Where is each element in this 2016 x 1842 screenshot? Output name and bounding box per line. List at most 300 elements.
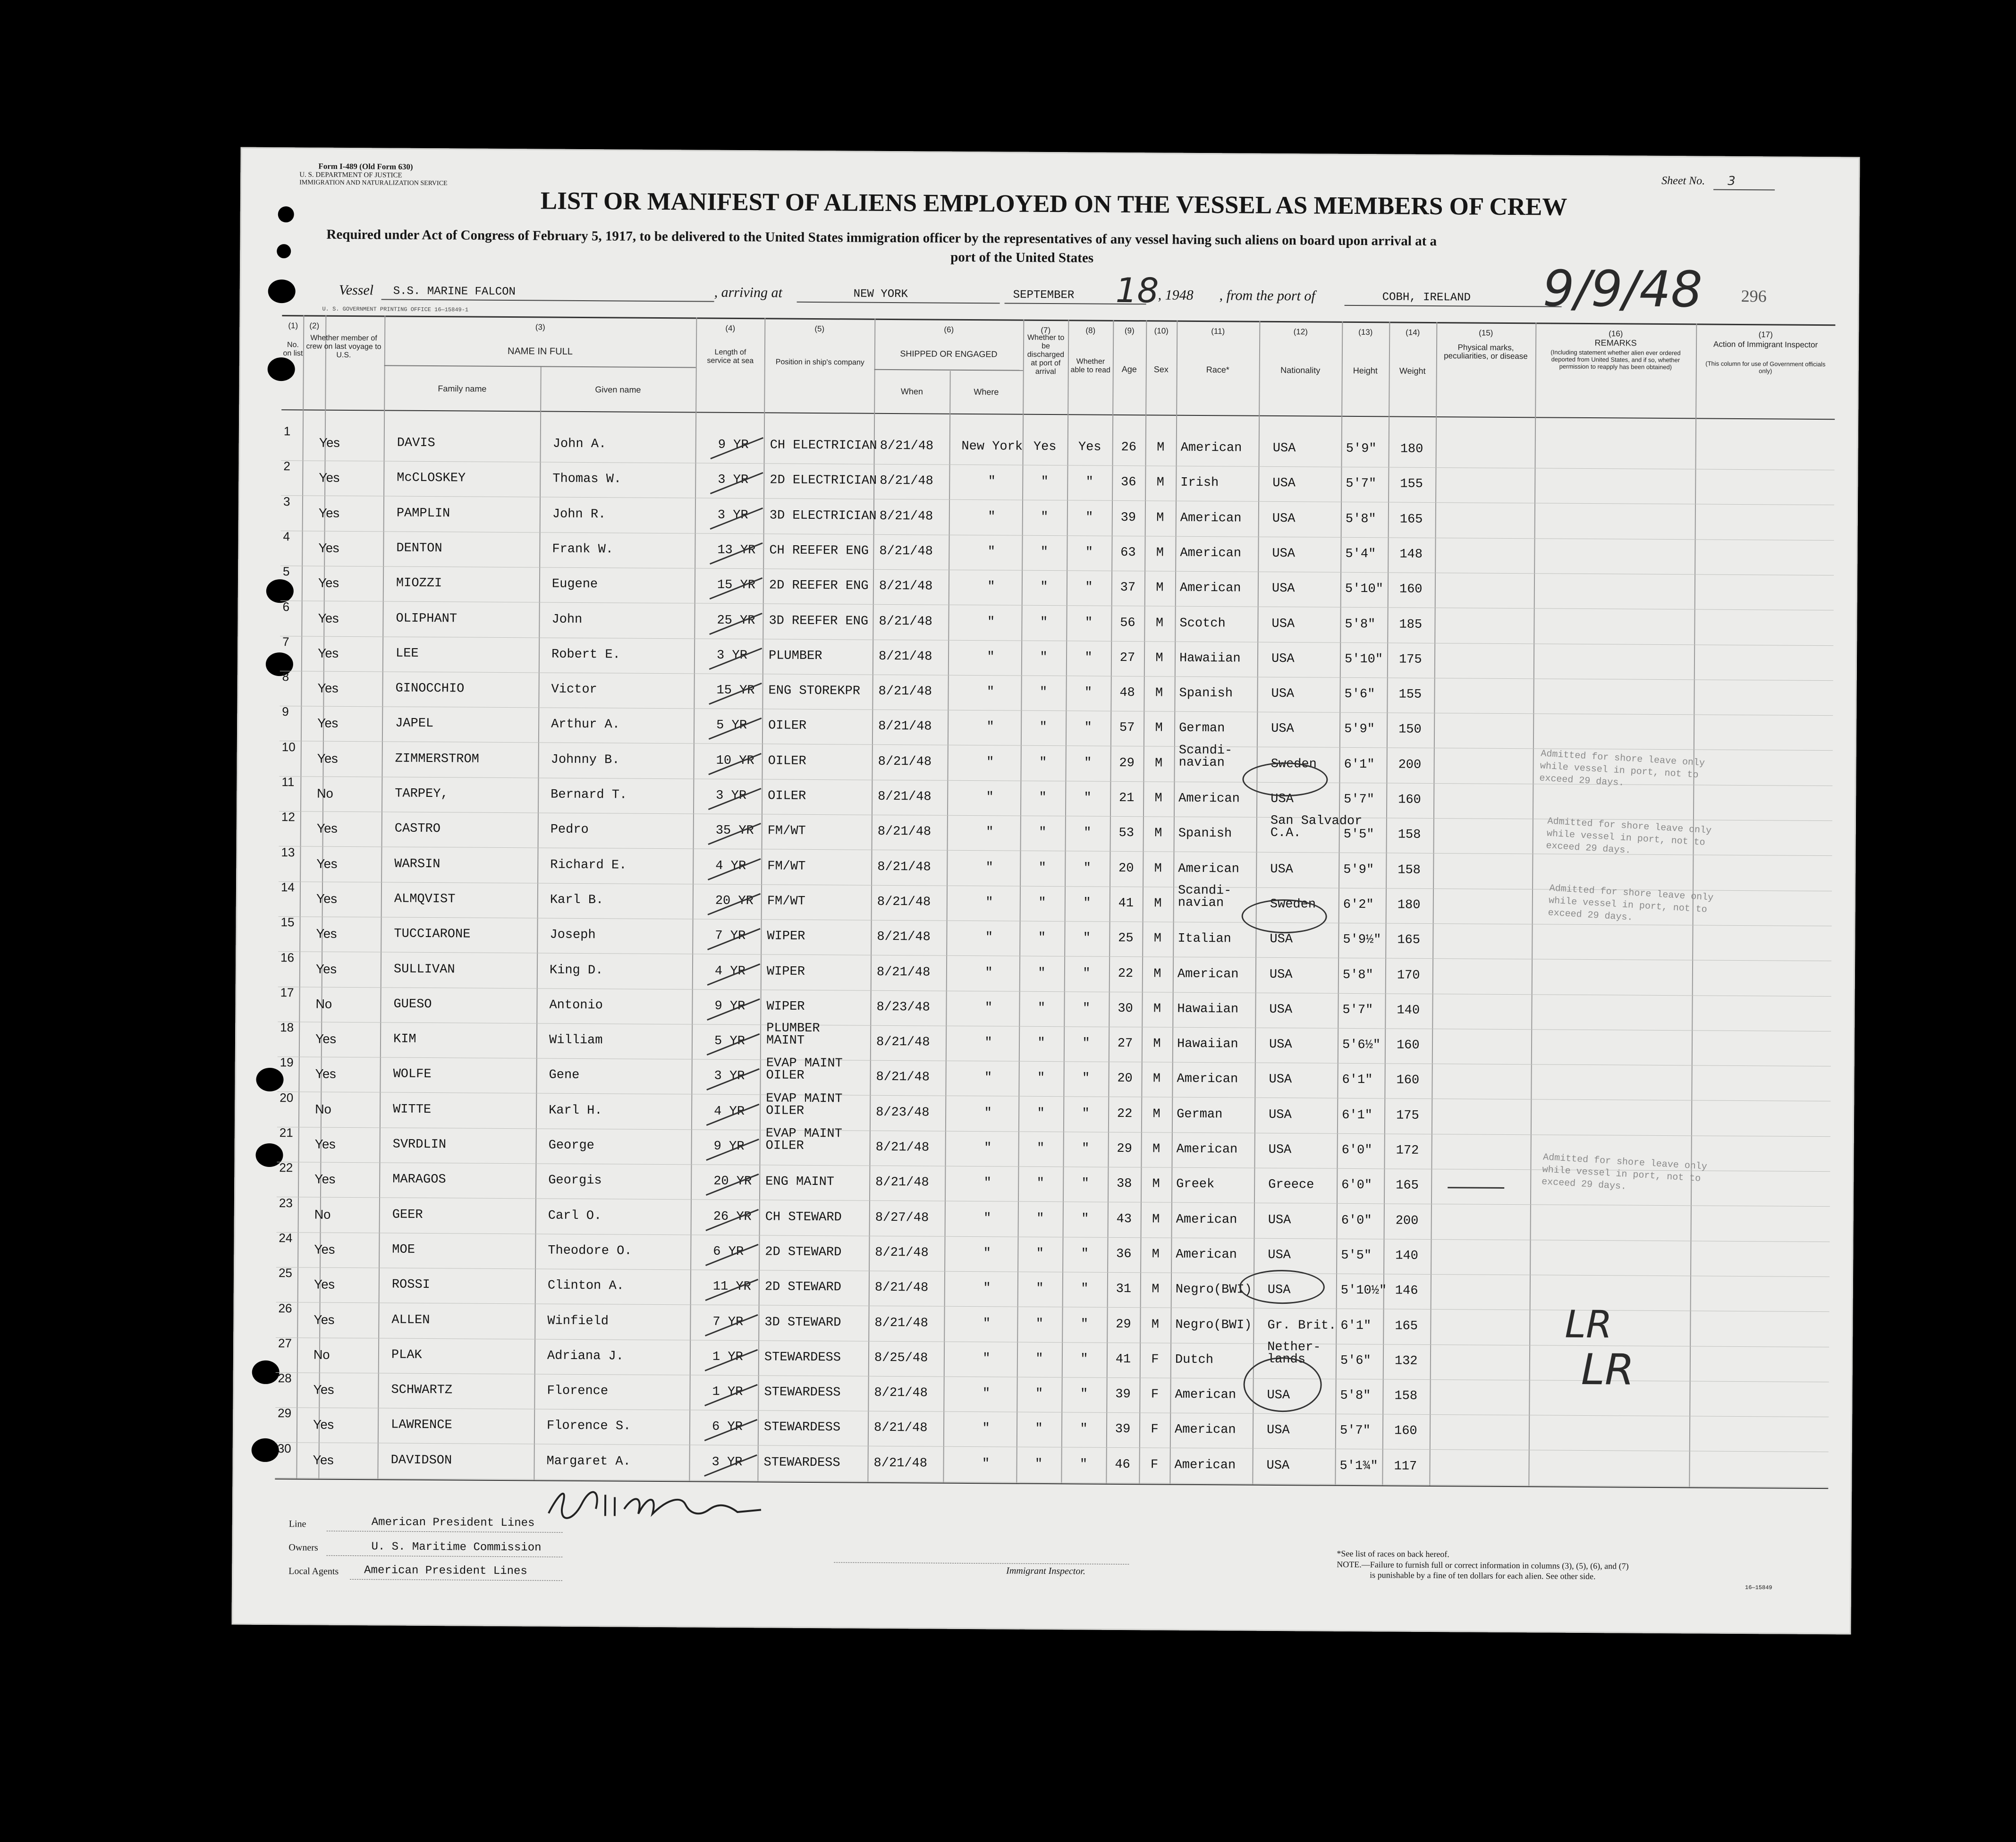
position-cell: STEWARDESS <box>764 1350 841 1365</box>
given-name-cell: Johnny B. <box>551 752 620 768</box>
height-cell: 6'0" <box>1341 1213 1372 1228</box>
given-name-cell: John <box>551 612 583 627</box>
shipped-where-cell: New York <box>961 439 1023 454</box>
nationality-cell: USA <box>1271 617 1295 631</box>
last-voyage-cell: Yes <box>316 926 337 941</box>
shipped-where-cell: " <box>986 825 994 840</box>
weight-cell: 170 <box>1397 968 1420 983</box>
service-length-cell: 13 YR <box>717 543 756 558</box>
shipped-when-cell: 8/21/48 <box>875 1245 929 1260</box>
header-last-voyage: Whether member of crew on last voyage to U.S. <box>306 334 381 359</box>
given-name-cell: Adriana J. <box>547 1349 624 1364</box>
given-name-cell: Winfield <box>547 1314 609 1328</box>
shipped-when-cell: 8/21/48 <box>879 614 932 629</box>
row-number: 17 <box>280 985 294 1000</box>
height-cell: 6'1" <box>1340 1318 1372 1333</box>
manifest-title: LIST OR MANIFEST OF ALIENS EMPLOYED ON THE VESSEL AS MEMBERS OF CREW <box>540 187 1567 221</box>
header-shipped-engaged: SHIPPED OR ENGAGED <box>900 349 998 359</box>
race-cell: Irish <box>1180 476 1219 490</box>
weight-cell: 175 <box>1396 1108 1419 1123</box>
race-cell: Negro(BWI) <box>1175 1282 1252 1297</box>
sex-cell: M <box>1156 546 1164 560</box>
header-height: Height <box>1353 365 1378 376</box>
given-name-cell: Bernard T. <box>551 787 627 803</box>
given-name-cell: Antonio <box>549 998 603 1013</box>
given-name-cell: Carl O. <box>548 1208 602 1223</box>
print-code: 16—15849 <box>1745 1584 1772 1591</box>
nationality-cell: USA <box>1270 932 1293 947</box>
race-cell: American <box>1176 1212 1237 1227</box>
sex-cell: M <box>1156 511 1164 525</box>
last-voyage-cell: Yes <box>313 1312 335 1327</box>
height-cell: 5'5" <box>1341 1248 1372 1263</box>
family-name-cell: MOE <box>392 1242 415 1257</box>
able-read-cell: " <box>1083 931 1091 946</box>
last-voyage-cell: No <box>317 786 333 801</box>
row-number: 20 <box>280 1090 294 1105</box>
last-voyage-cell: Yes <box>316 821 338 836</box>
service-length-cell: 26 YR <box>713 1209 752 1224</box>
weight-cell: 158 <box>1398 863 1421 878</box>
master-signature <box>539 1475 785 1533</box>
race-cell: American <box>1180 440 1242 456</box>
manifest-subtitle-1: Required under Act of Congress of February 5, 1917, to be delivered to the United States immigration officer by the representatives of any vessel having such aliens on board upon arrival at a <box>326 227 1437 249</box>
last-voyage-cell: Yes <box>319 435 340 450</box>
discharged-cell: " <box>1041 475 1049 490</box>
line-label: Line <box>288 1519 306 1529</box>
age-cell: 21 <box>1118 791 1135 806</box>
height-cell: 5'9" <box>1343 862 1374 877</box>
last-voyage-cell: Yes <box>314 1242 335 1257</box>
race-cell: Hawaiian <box>1177 1002 1239 1017</box>
age-cell: 48 <box>1119 686 1135 701</box>
position-cell: WIPER <box>767 929 805 944</box>
height-cell: 6'0" <box>1341 1178 1372 1193</box>
race-cell: American <box>1176 1142 1238 1157</box>
height-cell: 5'5" <box>1343 828 1374 842</box>
discharged-cell: " <box>1036 1211 1044 1226</box>
service-length-cell: 35 YR <box>715 824 754 838</box>
discharged-cell: " <box>1040 580 1048 595</box>
shipped-where-cell: " <box>986 720 994 735</box>
owners-label: Owners <box>288 1542 318 1553</box>
sex-cell: M <box>1155 651 1163 666</box>
given-name-cell: Eugene <box>551 577 598 592</box>
header-action-note: (This column for use of Government officials only) <box>1705 360 1826 375</box>
nationality-cell: USA <box>1268 1142 1292 1158</box>
race-cell: Scandi- navian <box>1177 883 1232 911</box>
header-position: Position in ship's company <box>775 358 864 367</box>
last-voyage-cell: Yes <box>318 611 339 625</box>
age-cell: 43 <box>1116 1212 1132 1226</box>
height-cell: 5'8" <box>1340 1388 1371 1403</box>
sex-cell: M <box>1153 1002 1161 1016</box>
given-name-cell: Clinton A. <box>547 1278 624 1293</box>
column-number: (4) <box>725 323 736 333</box>
age-cell: 29 <box>1116 1317 1131 1332</box>
height-cell: 6'1" <box>1342 1108 1373 1123</box>
shipped-when-cell: 8/21/48 <box>878 754 932 769</box>
service-length-cell: 15 YR <box>716 683 755 698</box>
sex-cell: M <box>1153 931 1162 946</box>
last-voyage-cell: Yes <box>316 891 338 906</box>
weight-cell: 175 <box>1398 652 1422 667</box>
weight-cell: 155 <box>1398 687 1422 702</box>
column-number: (7) <box>1041 325 1051 335</box>
sex-cell: M <box>1155 616 1164 631</box>
service-length-cell: 20 YR <box>713 1174 752 1189</box>
sex-cell: M <box>1156 581 1164 595</box>
position-cell: CH REEFER ENG <box>769 543 869 558</box>
discharged-cell: " <box>1037 1071 1045 1086</box>
weight-cell: 200 <box>1395 1214 1419 1228</box>
header-name-in-full: NAME IN FULL <box>507 346 573 357</box>
nationality-cell: USA <box>1271 582 1295 596</box>
row-number: 28 <box>278 1371 292 1386</box>
position-cell: 2D REEFER ENG <box>769 578 869 593</box>
shipped-where-cell: " <box>987 545 996 559</box>
height-cell: 5'8" <box>1342 968 1373 982</box>
discharged-cell: " <box>1040 650 1048 665</box>
height-cell: 5'10" <box>1345 582 1384 597</box>
shipped-where-cell: " <box>988 509 996 524</box>
row-number: 23 <box>279 1195 293 1210</box>
given-name-cell: Karl B. <box>550 893 604 908</box>
race-cell: American <box>1174 1458 1236 1473</box>
race-cell: American <box>1179 581 1241 596</box>
family-name-cell: ALMQVIST <box>394 892 456 907</box>
nationality-cell: USA <box>1269 1107 1292 1122</box>
position-cell: EVAP MAINT OILER <box>765 1126 842 1153</box>
race-cell: Greek <box>1176 1177 1215 1192</box>
last-voyage-cell: Yes <box>313 1277 335 1292</box>
age-cell: 29 <box>1119 756 1135 770</box>
column-number: (2) <box>309 321 320 330</box>
shipped-when-cell: 8/21/48 <box>879 509 933 524</box>
row-number: 2 <box>283 459 291 473</box>
row-number: 12 <box>281 810 295 824</box>
given-name-cell: Gene <box>549 1068 580 1083</box>
column-number: (14) <box>1406 328 1420 337</box>
service-length-cell: 3 YR <box>716 648 747 663</box>
column-number: (16) <box>1609 329 1623 338</box>
discharged-cell: " <box>1038 931 1046 946</box>
shipped-where-cell: " <box>983 1281 991 1296</box>
age-cell: 20 <box>1117 1072 1133 1086</box>
last-voyage-cell: No <box>313 1347 330 1362</box>
given-name-cell: Georgis <box>548 1173 602 1188</box>
sex-cell: M <box>1151 1317 1160 1332</box>
sex-cell: M <box>1155 721 1163 735</box>
arrival-port: NEW YORK <box>853 287 908 301</box>
family-name-cell: McCLOSKEY <box>397 471 466 486</box>
discharged-cell: " <box>1037 1001 1046 1015</box>
shipped-when-cell: 8/21/48 <box>873 1456 928 1471</box>
shipped-when-cell: 8/21/48 <box>875 1140 930 1155</box>
given-name-cell: Richard E. <box>550 858 627 873</box>
position-cell: FM/WT <box>767 859 806 874</box>
header-weight: Weight <box>1399 366 1426 376</box>
shipped-where-cell: " <box>985 896 993 910</box>
discharged-cell: " <box>1039 685 1048 700</box>
able-read-cell: " <box>1084 720 1092 735</box>
shipped-where-cell: " <box>985 965 993 980</box>
position-cell: FM/WT <box>767 894 805 909</box>
weight-cell: 150 <box>1398 722 1422 737</box>
position-cell: CH STEWARD <box>765 1209 842 1225</box>
able-read-cell: " <box>1082 1107 1090 1121</box>
able-read-cell: " <box>1085 545 1093 560</box>
last-voyage-cell: Yes <box>313 1417 334 1432</box>
position-cell: 2D STEWARD <box>764 1280 841 1295</box>
shipped-when-cell: 8/25/48 <box>874 1351 928 1366</box>
shipped-when-cell: 8/21/48 <box>877 860 931 875</box>
shipped-where-cell: " <box>986 790 994 805</box>
header-where: Where <box>974 387 999 397</box>
able-read-cell: Yes <box>1078 440 1101 455</box>
service-length-cell: 1 YR <box>712 1350 743 1364</box>
sex-cell: F <box>1150 1458 1159 1472</box>
position-cell: PLUMBER MAINT <box>766 1021 820 1048</box>
position-cell: WIPER <box>766 964 805 979</box>
height-cell: 6'1" <box>1344 757 1375 772</box>
stamp-number: 296 <box>1741 286 1767 306</box>
family-name-cell: SULLIVAN <box>393 962 455 977</box>
able-read-cell: " <box>1081 1282 1089 1296</box>
header-nationality: Nationality <box>1280 365 1321 375</box>
inspector-initials: LR <box>1565 1302 1612 1347</box>
row-number: 1 <box>283 424 291 439</box>
height-cell: 5'7" <box>1342 1003 1373 1018</box>
punch-hole <box>277 244 291 258</box>
able-read-cell: " <box>1081 1247 1089 1261</box>
service-length-cell: 15 YR <box>717 578 756 593</box>
age-cell: 31 <box>1116 1282 1132 1297</box>
nationality-cell: USA <box>1272 441 1296 456</box>
weight-cell: 160 <box>1394 1424 1417 1439</box>
able-read-cell: " <box>1080 1352 1088 1367</box>
shipped-when-cell: 8/21/48 <box>877 825 932 839</box>
position-cell: FM/WT <box>767 824 806 839</box>
shipped-when-cell: 8/21/48 <box>878 789 932 804</box>
discharged-cell: " <box>1035 1386 1043 1402</box>
shipped-when-cell: 8/21/48 <box>876 1070 930 1085</box>
sheet-number: 3 <box>1728 174 1736 188</box>
shipped-where-cell: " <box>988 474 996 489</box>
able-read-cell: " <box>1081 1141 1090 1156</box>
shipped-where-cell: " <box>985 860 993 875</box>
able-read-cell: " <box>1079 1457 1088 1472</box>
able-read-cell: " <box>1081 1176 1089 1191</box>
sex-cell: M <box>1152 1247 1160 1262</box>
sex-cell: M <box>1153 1037 1161 1051</box>
weight-cell: 140 <box>1397 1003 1420 1018</box>
race-cell: American <box>1180 511 1242 526</box>
discharged-cell: " <box>1040 615 1048 630</box>
race-cell: Spanish <box>1179 686 1233 701</box>
service-length-cell: 11 YR <box>712 1279 751 1294</box>
position-cell: OILER <box>768 789 806 803</box>
given-name-cell: John A. <box>552 437 607 452</box>
discharged-cell: " <box>1039 720 1047 735</box>
height-cell: 5'6" <box>1344 687 1375 702</box>
row-number: 8 <box>282 669 289 684</box>
discharged-cell: " <box>1038 861 1046 875</box>
shipped-where-cell: " <box>983 1246 991 1261</box>
service-length-cell: 7 YR <box>715 929 746 944</box>
inspector-initials: LR <box>1581 1344 1635 1395</box>
nationality-cell: Sweden <box>1270 897 1316 912</box>
race-cell: American <box>1175 1387 1237 1403</box>
last-voyage-cell: Yes <box>313 1382 334 1397</box>
age-cell: 56 <box>1120 616 1135 630</box>
last-voyage-cell: Yes <box>315 1066 336 1082</box>
service-length-cell: 9 YR <box>714 999 745 1014</box>
family-name-cell: ZIMMERSTROM <box>395 752 480 767</box>
position-cell: STEWARDESS <box>763 1420 841 1435</box>
row-number: 21 <box>279 1125 293 1140</box>
race-cell: Scotch <box>1179 616 1226 631</box>
given-name-cell: Theodore O. <box>548 1243 632 1259</box>
weight-cell: 148 <box>1399 547 1423 562</box>
row-number: 3 <box>283 494 290 508</box>
able-read-cell: " <box>1085 475 1093 490</box>
family-name-cell: TUCCIARONE <box>394 927 471 942</box>
row-number: 7 <box>282 634 289 649</box>
last-voyage-cell: Yes <box>315 1031 337 1046</box>
weight-cell: 165 <box>1396 1178 1419 1193</box>
vessel-label: Vessel <box>339 282 374 298</box>
penalty-note-2: is punishable by a fine of ten dollars for each alien. See other side. <box>1370 1570 1596 1581</box>
penalty-note-1: NOTE.—Failure to furnish full or correct information in columns (3), (5), (6), and (7) <box>1337 1559 1629 1571</box>
departure-port: COBH, IRELAND <box>1382 291 1471 304</box>
row-number: 26 <box>278 1301 292 1315</box>
discharged-cell: " <box>1036 1176 1044 1191</box>
sex-cell: M <box>1154 826 1162 841</box>
last-voyage-cell: No <box>314 1207 331 1222</box>
age-cell: 39 <box>1120 510 1136 525</box>
discharged-cell: Yes <box>1033 439 1057 455</box>
able-read-cell: " <box>1083 966 1091 981</box>
discharged-cell: " <box>1036 1246 1044 1261</box>
able-read-cell: " <box>1080 1422 1088 1436</box>
given-name-cell: Florence S. <box>546 1419 631 1434</box>
age-cell: 37 <box>1120 581 1136 595</box>
row-number: 27 <box>278 1335 292 1351</box>
discharged-cell: " <box>1035 1422 1043 1436</box>
arrival-year: , 1948 <box>1158 287 1194 303</box>
age-cell: 27 <box>1117 1037 1133 1051</box>
service-length-cell: 6 YR <box>713 1244 744 1259</box>
service-name: IMMIGRATION AND NATURALIZATION SERVICE <box>299 179 448 187</box>
shipped-where-cell: " <box>986 685 995 700</box>
weight-cell: 165 <box>1399 512 1423 527</box>
header-discharged: Whether to be discharged at port of arrival <box>1027 333 1065 376</box>
race-cell: Negro(BWI) <box>1175 1318 1252 1333</box>
column-number: (9) <box>1124 326 1135 336</box>
given-name-cell: Robert E. <box>551 647 620 662</box>
weight-cell: 185 <box>1399 617 1423 632</box>
height-cell: 5'10" <box>1344 652 1383 667</box>
shipped-where-cell: " <box>983 1211 991 1225</box>
last-voyage-cell: Yes <box>318 541 339 555</box>
height-cell: 5'7" <box>1339 1424 1371 1438</box>
nationality-cell: USA <box>1272 546 1296 561</box>
weight-cell: 117 <box>1394 1459 1417 1474</box>
weight-cell: 200 <box>1398 758 1422 772</box>
given-name-cell: Margaret A. <box>546 1454 631 1469</box>
service-length-cell: 1 YR <box>712 1385 743 1400</box>
shipped-when-cell: 8/21/48 <box>880 439 934 454</box>
sex-cell: M <box>1152 1142 1160 1157</box>
race-cell: American <box>1177 967 1239 981</box>
header-remarks: REMARKS <box>1594 338 1637 348</box>
discharged-cell: " <box>1038 966 1046 980</box>
service-length-cell: 3 YR <box>717 508 748 523</box>
row-number: 13 <box>281 845 295 859</box>
discharged-cell: " <box>1039 826 1047 840</box>
last-voyage-cell: No <box>315 997 332 1011</box>
shipped-when-cell: 8/21/48 <box>873 1421 928 1436</box>
nationality-circle <box>1241 899 1327 934</box>
height-cell: 5'4" <box>1345 547 1376 562</box>
service-length-cell: 4 YR <box>714 964 745 979</box>
row-rule <box>275 1478 1828 1487</box>
inspector-label: Immigrant Inspector. <box>1006 1565 1086 1577</box>
age-cell: 25 <box>1118 931 1134 946</box>
column-number: (3) <box>535 322 545 332</box>
position-cell: 2D STEWARD <box>765 1245 842 1260</box>
service-length-cell: 3 YR <box>718 473 749 488</box>
shipped-when-cell: 8/21/48 <box>877 930 931 945</box>
age-cell: 26 <box>1121 440 1137 455</box>
service-length-cell: 3 YR <box>714 1069 745 1084</box>
age-cell: 22 <box>1117 1107 1133 1121</box>
row-number: 22 <box>279 1160 293 1175</box>
given-name-cell: Florence <box>547 1384 609 1399</box>
service-length-cell: 4 YR <box>715 859 746 873</box>
given-name-cell: Frank W. <box>552 542 614 557</box>
from-port-label: , from the port of <box>1219 287 1315 304</box>
family-name-cell: SCHWARTZ <box>391 1383 453 1398</box>
discharged-cell: " <box>1035 1352 1043 1366</box>
sex-cell: M <box>1154 861 1162 876</box>
shipped-where-cell: " <box>984 1036 992 1050</box>
header-when: When <box>900 387 923 397</box>
sex-cell: F <box>1151 1387 1159 1402</box>
able-read-cell: " <box>1085 510 1093 525</box>
weight-cell: 180 <box>1400 442 1423 456</box>
given-name-cell: Arthur A. <box>551 717 620 732</box>
position-cell: ENG MAINT <box>765 1174 835 1190</box>
column-number: (13) <box>1358 328 1373 337</box>
able-read-cell: " <box>1084 651 1093 665</box>
row-number: 9 <box>282 704 289 719</box>
header-physical-marks: Physical marks, peculiarities, or disease <box>1444 343 1528 361</box>
able-read-cell: " <box>1082 1001 1091 1016</box>
able-read-cell: " <box>1085 580 1093 595</box>
family-name-cell: TARPEY, <box>395 786 449 802</box>
discharged-cell: " <box>1040 545 1049 559</box>
nationality-cell: Sweden <box>1271 757 1317 772</box>
height-cell: 5'8" <box>1345 617 1376 632</box>
sex-cell: M <box>1154 896 1162 911</box>
shipped-where-cell: " <box>984 1106 992 1120</box>
shipped-when-cell: 8/21/48 <box>876 965 931 980</box>
punch-hole <box>268 357 295 381</box>
family-name-cell: WOLFE <box>393 1067 432 1082</box>
row-number: 19 <box>280 1055 294 1070</box>
